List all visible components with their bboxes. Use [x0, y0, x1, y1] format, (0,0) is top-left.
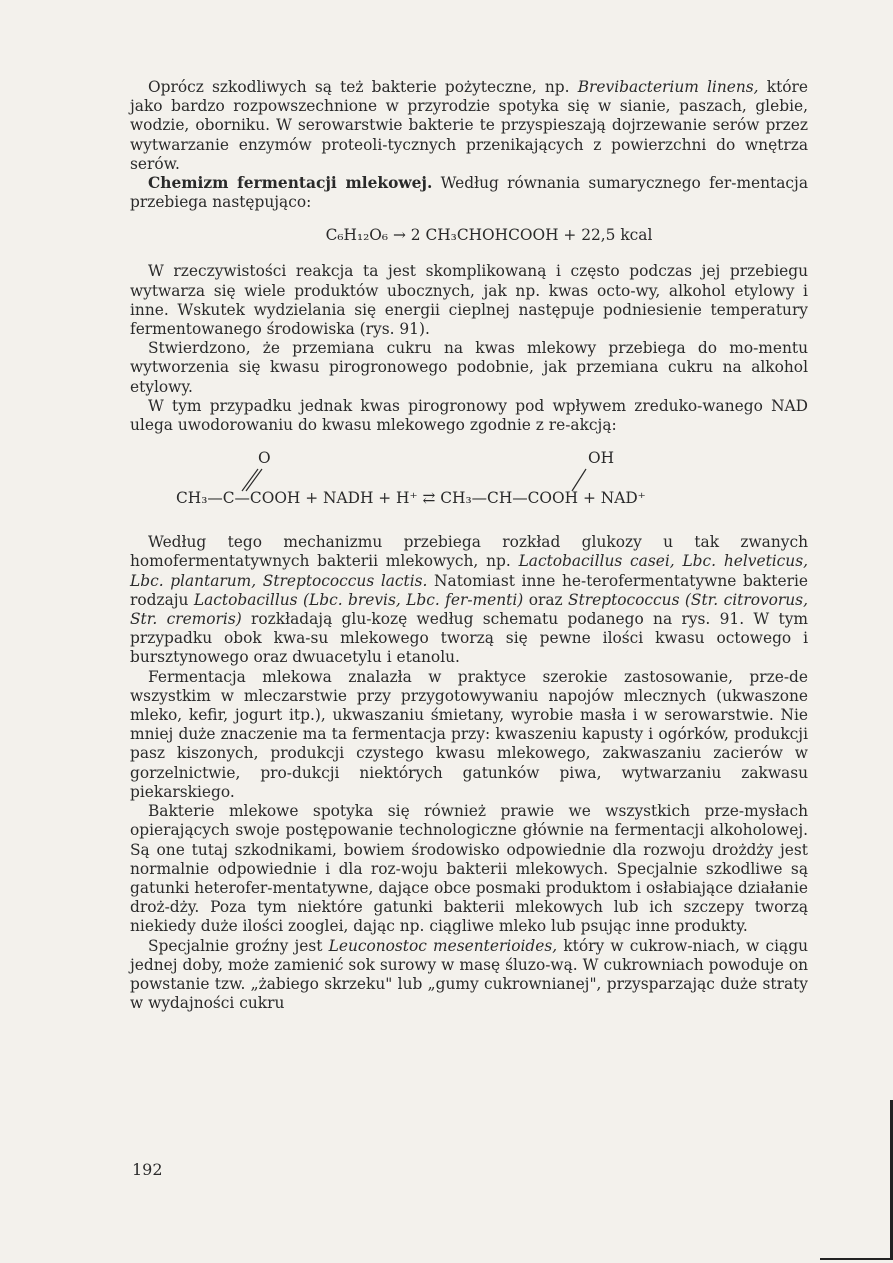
paragraph-1: Oprócz szkodliwych są też bakterie pożyteczne, np. Brevibacterium linens, które jako bardzo rozpowszechnione w przyrodzie spotyka się w sianie, paszach, glebie, wodzie, oborniku. W serowarstwie bakterie te przyspieszają dojrzewanie serów przez wytwarzanie enzymów proteoli-tycznych przenikających z powierzchni do wnętrza serów. — [130, 78, 808, 173]
paragraph-3: W rzeczywistości reakcja ta jest skomplikowaną i często podczas jej przebiegu wytwarza się wiele produktów ubocznych, jak np. kwas octo-wy, alkohol etylowy i inne. Wskutek wydzielania się energii cieplnej następuje podniesienie temperatury fermentowanego środowiska (rys. 91). — [130, 262, 808, 339]
paragraph-2: Chemizm fermentacji mlekowej. Według równania sumarycznego fer-mentacja przebiega następująco: — [130, 174, 808, 212]
reaction-equation: CH₃—C—COOH + NADH + H⁺ ⇄ CH₃—CH—COOH + NAD⁺ — [176, 489, 646, 508]
bond-lines — [130, 439, 808, 527]
page-body — [130, 78, 808, 1013]
section-heading: Chemizm fermentacji mlekowej. — [148, 174, 433, 193]
paragraph-8: Bakterie mlekowe spotyka się również prawie we wszystkich prze-mysłach opierających swoje postępowanie technologiczne głównie na fermentacji alkoholowej. Są one tutaj szkodnikami, bowiem środowisko odpowiednie dla rozwoju drożdży jest normalnie odpowiednie i dla roz-woju bakterii mlekowych. Specjalnie szkodliwe są gatunki heterofer-mentatywne, dające obce posmaki produktom i osłabiające działanie droż-dży. Poza tym niektóre gatunki bakterii mlekowych lub ich szczepy tworzą niekiedy duże ilości zooglei, dając np. ciągliwe mleko lub psując inne produkty. — [130, 802, 808, 936]
paragraph-9: Specjalnie groźny jest Leuconostoc mesenterioides, który w cukrow-niach, w ciągu jednej doby, może zamienić sok surowy w masę śluzo-wą. W cukrowniach powoduje on powstanie tzw. „żabiego skrzeku" lub „gumy cukrownianej", przysparzając duże straty w wydajności cukru — [130, 936, 808, 1013]
paragraph-4: Stwierdzono, że przemiana cukru na kwas mlekowy przebiega do mo-mentu wytworzenia się kwasu pirogronowego podobnie, jak przemiana cukru na alkohol etylowy. — [130, 339, 808, 396]
page-edge-bottom — [820, 1258, 893, 1260]
paragraph-6: Według tego mechanizmu przebiega rozkład glukozy u tak zwanych homofermentatywnych bakterii mlekowych, np. Lactobacillus casei, Lbc. helveticus, Lbc. plantarum, Streptococcus lactis. Natomiast inne he-terofermentatywne bakterie rodzaju Lactobacillus (Lbc. brevis, Lbc. fer-menti) oraz Streptococcus (Str. citrovorus, Str. cremoris) rozkładają glu-kozę według schematu podanego na rys. 91. W tym przypadku obok kwa-su mlekowego tworzą się pewne ilości kwasu octowego i bursztynowego oraz dwuacetylu i etanolu. — [130, 533, 809, 667]
reduction-reaction — [130, 439, 808, 527]
hydroxyl-label: OH — [588, 449, 615, 468]
carbonyl-oxygen-label: O — [258, 449, 271, 468]
paragraph-7: Fermentacja mlekowa znalazła w praktyce szerokie zastosowanie, prze-de wszystkim w mleczarstwie przy przygotowywaniu napojów mlecznych (ukwaszone mleko, kefir, jogurt itp.), ukwaszaniu śmietany, wyrobie masła i w serowarstwie. Nie mniej duże znaczenie ma ta fermentacja przy: kwaszeniu kapusty i ogórków, produkcji pasz kiszonych, produkcji czystego kwasu mlekowego, zakwaszaniu zacierów w gorzelnictwie, pro-dukcji niektórych gatunków piwa, wytwarzaniu zakwasu piekarskiego. — [130, 667, 808, 801]
paragraph-5: W tym przypadku jednak kwas pirogronowy pod wpływem zreduko-wanego NAD ulega uwodorowaniu do kwasu mlekowego zgodnie z re-akcją: — [130, 396, 808, 435]
summary-equation: C₆H₁₂O₆ → 2 CH₃CHOHCOOH + 22,5 kcal — [325, 226, 653, 245]
page-number: 192 — [132, 1160, 163, 1179]
